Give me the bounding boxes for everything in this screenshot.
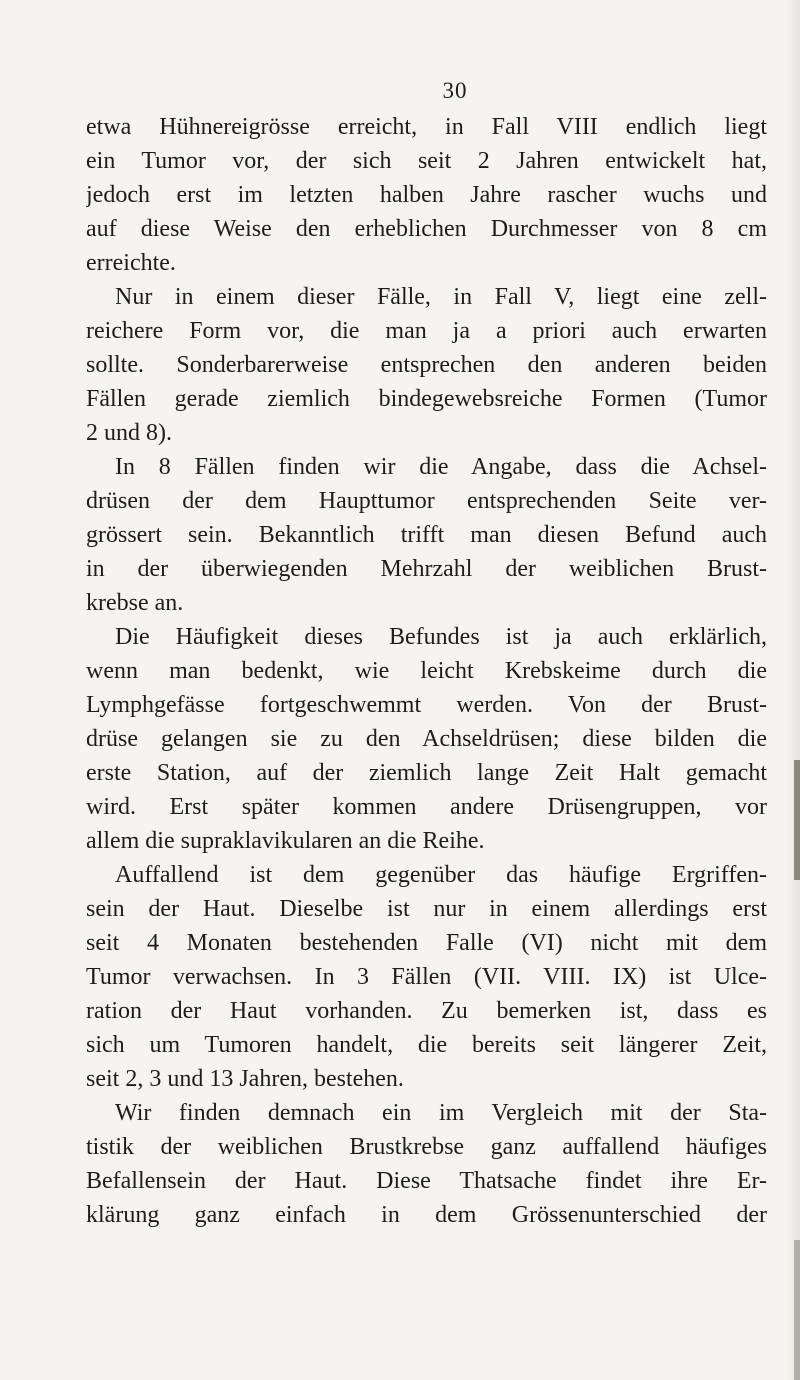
page-edge-shadow (786, 0, 800, 1380)
text-line: sich um Tumoren handelt, die bereits seit längerer Zeit, (86, 1032, 767, 1058)
text-line: ration der Haut vorhanden. Zu bemerken ist, dass es (86, 998, 767, 1024)
text-line: Nur in einem dieser Fälle, in Fall V, liegt eine zell- (115, 284, 767, 310)
text-line: jedoch erst im letzten halben Jahre rascher wuchs und (86, 182, 767, 208)
text-line: In 8 Fällen finden wir die Angabe, dass die Achsel- (115, 454, 767, 480)
text-line: drüsen der dem Haupttumor entsprechenden Seite ver- (86, 488, 767, 514)
page-edge-mark (794, 1240, 800, 1380)
text-line: drüse gelangen sie zu den Achseldrüsen; diese bilden die (86, 726, 767, 752)
text-line: 2 und 8). (86, 420, 172, 446)
text-line: sollte. Sonderbarerweise entsprechen den anderen beiden (86, 352, 767, 378)
text-line: reichere Form vor, die man ja a priori auch erwarten (86, 318, 767, 344)
text-line: seit 2, 3 und 13 Jahren, bestehen. (86, 1066, 404, 1092)
text-line: in der überwiegenden Mehrzahl der weiblichen Brust- (86, 556, 767, 582)
text-line: allem die supraklavikularen an die Reihe. (86, 828, 485, 854)
text-line: etwa Hühnereigrösse erreicht, in Fall VIII endlich liegt (86, 114, 767, 140)
text-line: auf diese Weise den erheblichen Durchmesser von 8 cm (86, 216, 767, 242)
text-line: Fällen gerade ziemlich bindegewebsreiche Formen (Tumor (86, 386, 767, 412)
text-line: Die Häufigkeit dieses Befundes ist ja auch erklärlich, (115, 624, 767, 650)
page-edge-mark (794, 760, 800, 880)
text-line: krebse an. (86, 590, 184, 616)
text-line: ein Tumor vor, der sich seit 2 Jahren entwickelt hat, (86, 148, 767, 174)
text-line: erreichte. (86, 250, 176, 276)
text-line: erste Station, auf der ziemlich lange Zeit Halt gemacht (86, 760, 767, 786)
text-line: wenn man bedenkt, wie leicht Krebskeime durch die (86, 658, 767, 684)
text-line: Auffallend ist dem gegenüber das häufige Ergriffen- (115, 862, 767, 888)
text-line: Lymphgefässe fortgeschwemmt werden. Von der Brust- (86, 692, 767, 718)
text-line: wird. Erst später kommen andere Drüsengruppen, vor (86, 794, 767, 820)
text-line: klärung ganz einfach in dem Grössenunterschied der (86, 1202, 767, 1228)
body-text (86, 110, 767, 1232)
text-line: tistik der weiblichen Brustkrebse ganz auffallend häufiges (86, 1134, 767, 1160)
text-line: Tumor verwachsen. In 3 Fällen (VII. VIII. IX) ist Ulce- (86, 964, 767, 990)
page-number: 30 (442, 78, 468, 103)
text-line: grössert sein. Bekanntlich trifft man diesen Befund auch (86, 522, 767, 548)
text-line: sein der Haut. Dieselbe ist nur in einem allerdings erst (86, 896, 767, 922)
text-line: Befallensein der Haut. Diese Thatsache findet ihre Er- (86, 1168, 767, 1194)
text-line: seit 4 Monaten bestehenden Falle (VI) nicht mit dem (86, 930, 767, 956)
text-line: Wir finden demnach ein im Vergleich mit der Sta- (115, 1100, 767, 1126)
